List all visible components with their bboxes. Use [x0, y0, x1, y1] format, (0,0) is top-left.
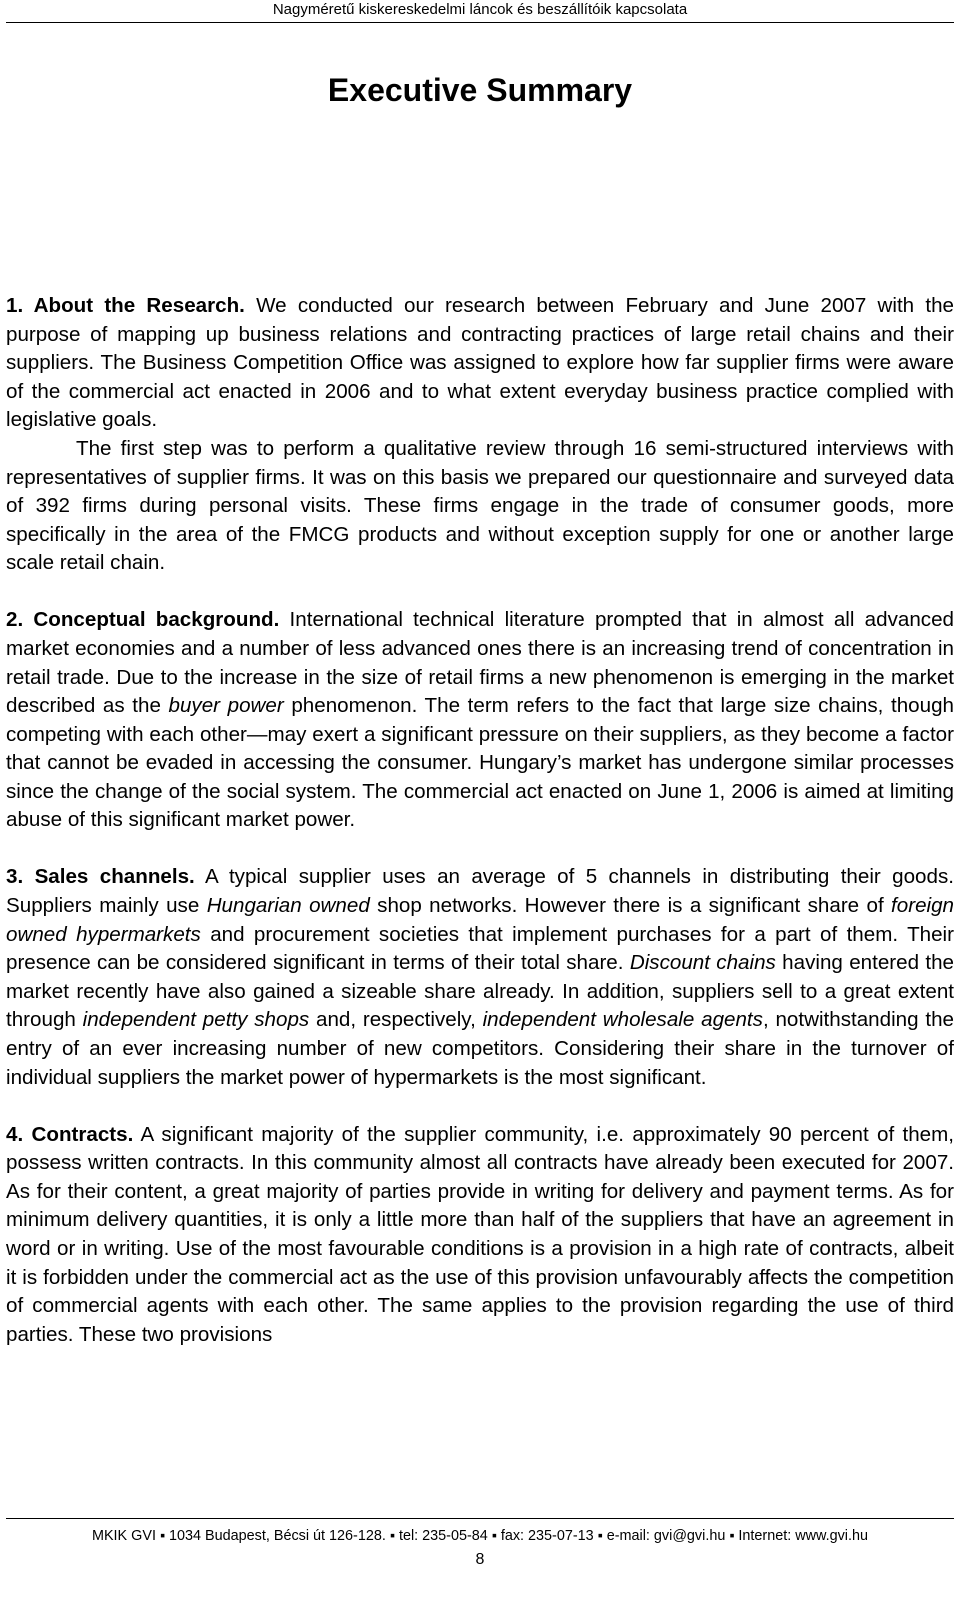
header-divider	[6, 22, 954, 23]
emphasis-text: independent petty shops	[82, 1008, 310, 1032]
section-number: 4.	[6, 1122, 24, 1146]
paragraph-text: A typical supplier uses an average of 5 channels in distributing their goods. Suppliers mainly use	[6, 865, 954, 918]
page-title: Executive Summary	[327, 72, 633, 108]
paragraph-text: , notwithstanding the entry of an ever increasing number of new competitors. Considering their share in the turnover of individual suppliers the market power of hypermarkets is the most significant.	[6, 1008, 954, 1089]
document-body	[6, 292, 954, 1349]
page-number: 8	[475, 1551, 485, 1568]
paragraph	[6, 606, 954, 835]
emphasis-text: independent wholesale agents	[482, 1008, 763, 1032]
emphasis-text: foreign owned hypermarkets	[6, 894, 955, 946]
paragraph-text: and, respectively,	[309, 1008, 483, 1032]
paragraph: The first step was to perform a qualitative review through 16 semi-structured interviews with representatives of supplier firms. It was on this basis we prepared our questionnaire and surveyed data of 392 firms during personal visits. These firms engage in the trade of consumer goods, more specifically in the area of the FMCG products and without exception supply for one or another large scale retail chain.	[6, 436, 954, 575]
section-title: About the Research.	[33, 294, 245, 317]
paragraph	[6, 292, 954, 435]
section-about-research	[6, 292, 954, 578]
footer-divider	[6, 1518, 954, 1519]
emphasis-text: buyer power	[168, 694, 284, 718]
section-sales-channels	[6, 863, 954, 1092]
section-number: 1.	[6, 294, 24, 317]
paragraph-text: having entered the market recently have also gained a sizeable share already. In addition, suppliers sell to a great extent through	[6, 951, 955, 1032]
footer-contact: MKIK GVI ▪ 1034 Budapest, Bécsi út 126-128. ▪ tel: 235-05-84 ▪ fax: 235-07-13 ▪ e-mail: gvi@gvi.hu ▪ Internet: www.gvi.hu	[91, 1528, 869, 1544]
emphasis-text: Discount chains	[629, 951, 776, 975]
paragraph-text: A significant majority of the supplier community, i.e. approximately 90 percent of them, possess written contracts. In this community almost all contracts have already been executed for 2007. As for their content, a great majority of parties provide in writing for delivery and payment terms. As for minimum delivery quantities, it is only a little more than half of the suppliers that have an agreement in word or in writing. Use of the most favourable conditions is a provision in a high rate of contracts, albeit it is forbidden under the commercial act as the use of this provision unfavourably affects the competition of commercial agents with each other. The same applies to the provision regarding the use of third parties. These two provisions	[6, 1122, 954, 1346]
section-conceptual-background	[6, 606, 954, 835]
section-number: 2.	[6, 608, 24, 632]
section-title: Conceptual background.	[33, 608, 280, 632]
paragraph	[6, 863, 954, 1092]
section-number: 3.	[6, 865, 24, 889]
paragraph-text: and procurement societies that implement purchases for a part of them. Their presence can be considered significant in terms of their total share.	[6, 922, 954, 975]
emphasis-text: Hungarian owned	[206, 894, 370, 918]
paragraph-text: International technical literature prompted that in almost all advanced market economies and a number of less advanced ones there is an increasing trend of concentration in retail trade. Due to the increase in the size of retail firms a new phenomenon is emerging in the market described as the	[6, 608, 954, 718]
paragraph-text: We conducted our research between February and June 2007 with the purpose of mapping up business relations and contracting practices of large retail chains and their suppliers. The Business Competition Office was assigned to explore how far supplier firms were aware of the commercial act enacted in 2006 and to what extent everyday business practice complied with legislative goals.	[6, 294, 954, 432]
section-contracts	[6, 1121, 954, 1350]
section-heading	[6, 865, 195, 888]
paragraph-text: shop networks. However there is a significant share of	[369, 894, 892, 918]
paragraph-text: phenomenon. The term refers to the fact that large size chains, though competing with each other—may exert a significant pressure on their suppliers, as they become a factor that cannot be evaded in accessing the consumer. Hungary’s market has undergone similar processes since the change of the social system. The commercial act enacted on June 1, 2006 is aimed at limiting abuse of this significant market power.	[6, 694, 954, 832]
paragraph	[6, 1121, 954, 1350]
section-heading	[6, 1123, 133, 1146]
section-title: Sales channels.	[34, 865, 195, 889]
section-title: Contracts.	[31, 1122, 134, 1146]
section-heading	[6, 294, 245, 317]
running-header: Nagyméretű kiskereskedelmi láncok és beszállítóik kapcsolata	[272, 1, 688, 18]
section-heading	[6, 608, 279, 631]
